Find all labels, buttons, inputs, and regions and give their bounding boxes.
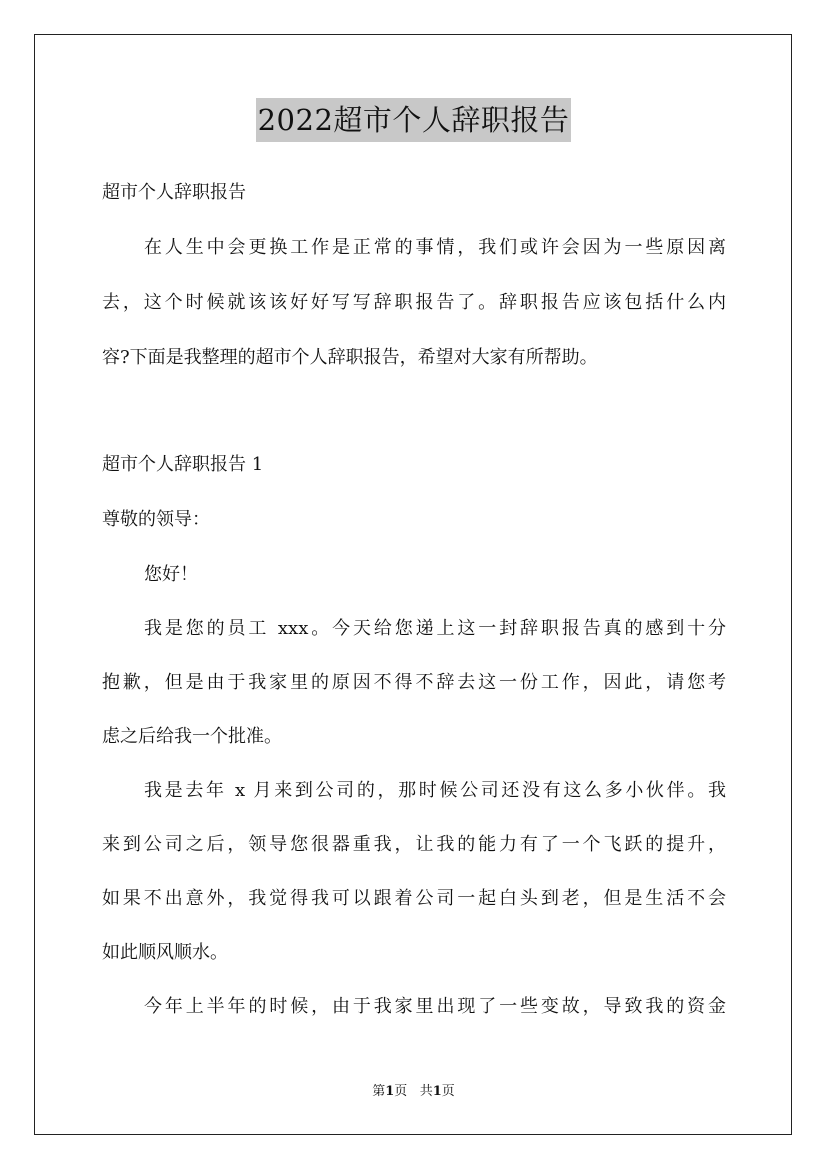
paragraph-line: 我是去年 x 月来到公司的，那时候公司还没有这么多小伙伴。我 xyxy=(144,780,726,801)
paragraph-line: 来到公司之后，领导您很器重我，让我的能力有了一个飞跃的提升， xyxy=(102,834,726,855)
page-number: 1 xyxy=(385,1084,395,1099)
document-heading: 超市个人辞职报告 xyxy=(102,182,246,203)
page-label-prefix: 第 xyxy=(372,1084,386,1099)
paragraph-line: 如果不出意外，我觉得我可以跟着公司一起白头到老，但是生活不会 xyxy=(102,888,726,909)
paragraph-line: 虑之后给我一个批准。 xyxy=(102,726,282,747)
total-pages: 1 xyxy=(432,1084,442,1099)
intro-line: 在人生中会更换工作是正常的事情，我们或许会因为一些原因离 xyxy=(144,237,726,258)
paragraph-line: 如此顺风顺水。 xyxy=(102,942,228,963)
page-footer xyxy=(0,1083,827,1101)
title-area xyxy=(0,98,827,142)
page-label-suffix: 页 xyxy=(394,1084,408,1099)
total-label-suffix: 页 xyxy=(441,1084,455,1099)
paragraph-line: 抱歉，但是由于我家里的原因不得不辞去这一份工作，因此，请您考 xyxy=(102,672,726,693)
section-title: 超市个人辞职报告 1 xyxy=(102,454,264,475)
total-label-prefix: 共 xyxy=(419,1084,433,1099)
paragraph-line: 今年上半年的时候，由于我家里出现了一些变故，导致我的资金 xyxy=(144,996,726,1017)
intro-line: 去，这个时候就该该好好写写辞职报告了。辞职报告应该包括什么内 xyxy=(102,292,726,313)
salutation: 尊敬的领导： xyxy=(102,509,210,530)
intro-line: 容?下面是我整理的超市个人辞职报告，希望对大家有所帮助。 xyxy=(102,347,598,368)
greeting: 您好！ xyxy=(144,564,198,585)
document-title: 2022超市个人辞职报告 xyxy=(256,98,572,142)
paragraph-line: 我是您的员工 xxx。今天给您递上这一封辞职报告真的感到十分 xyxy=(144,618,726,639)
